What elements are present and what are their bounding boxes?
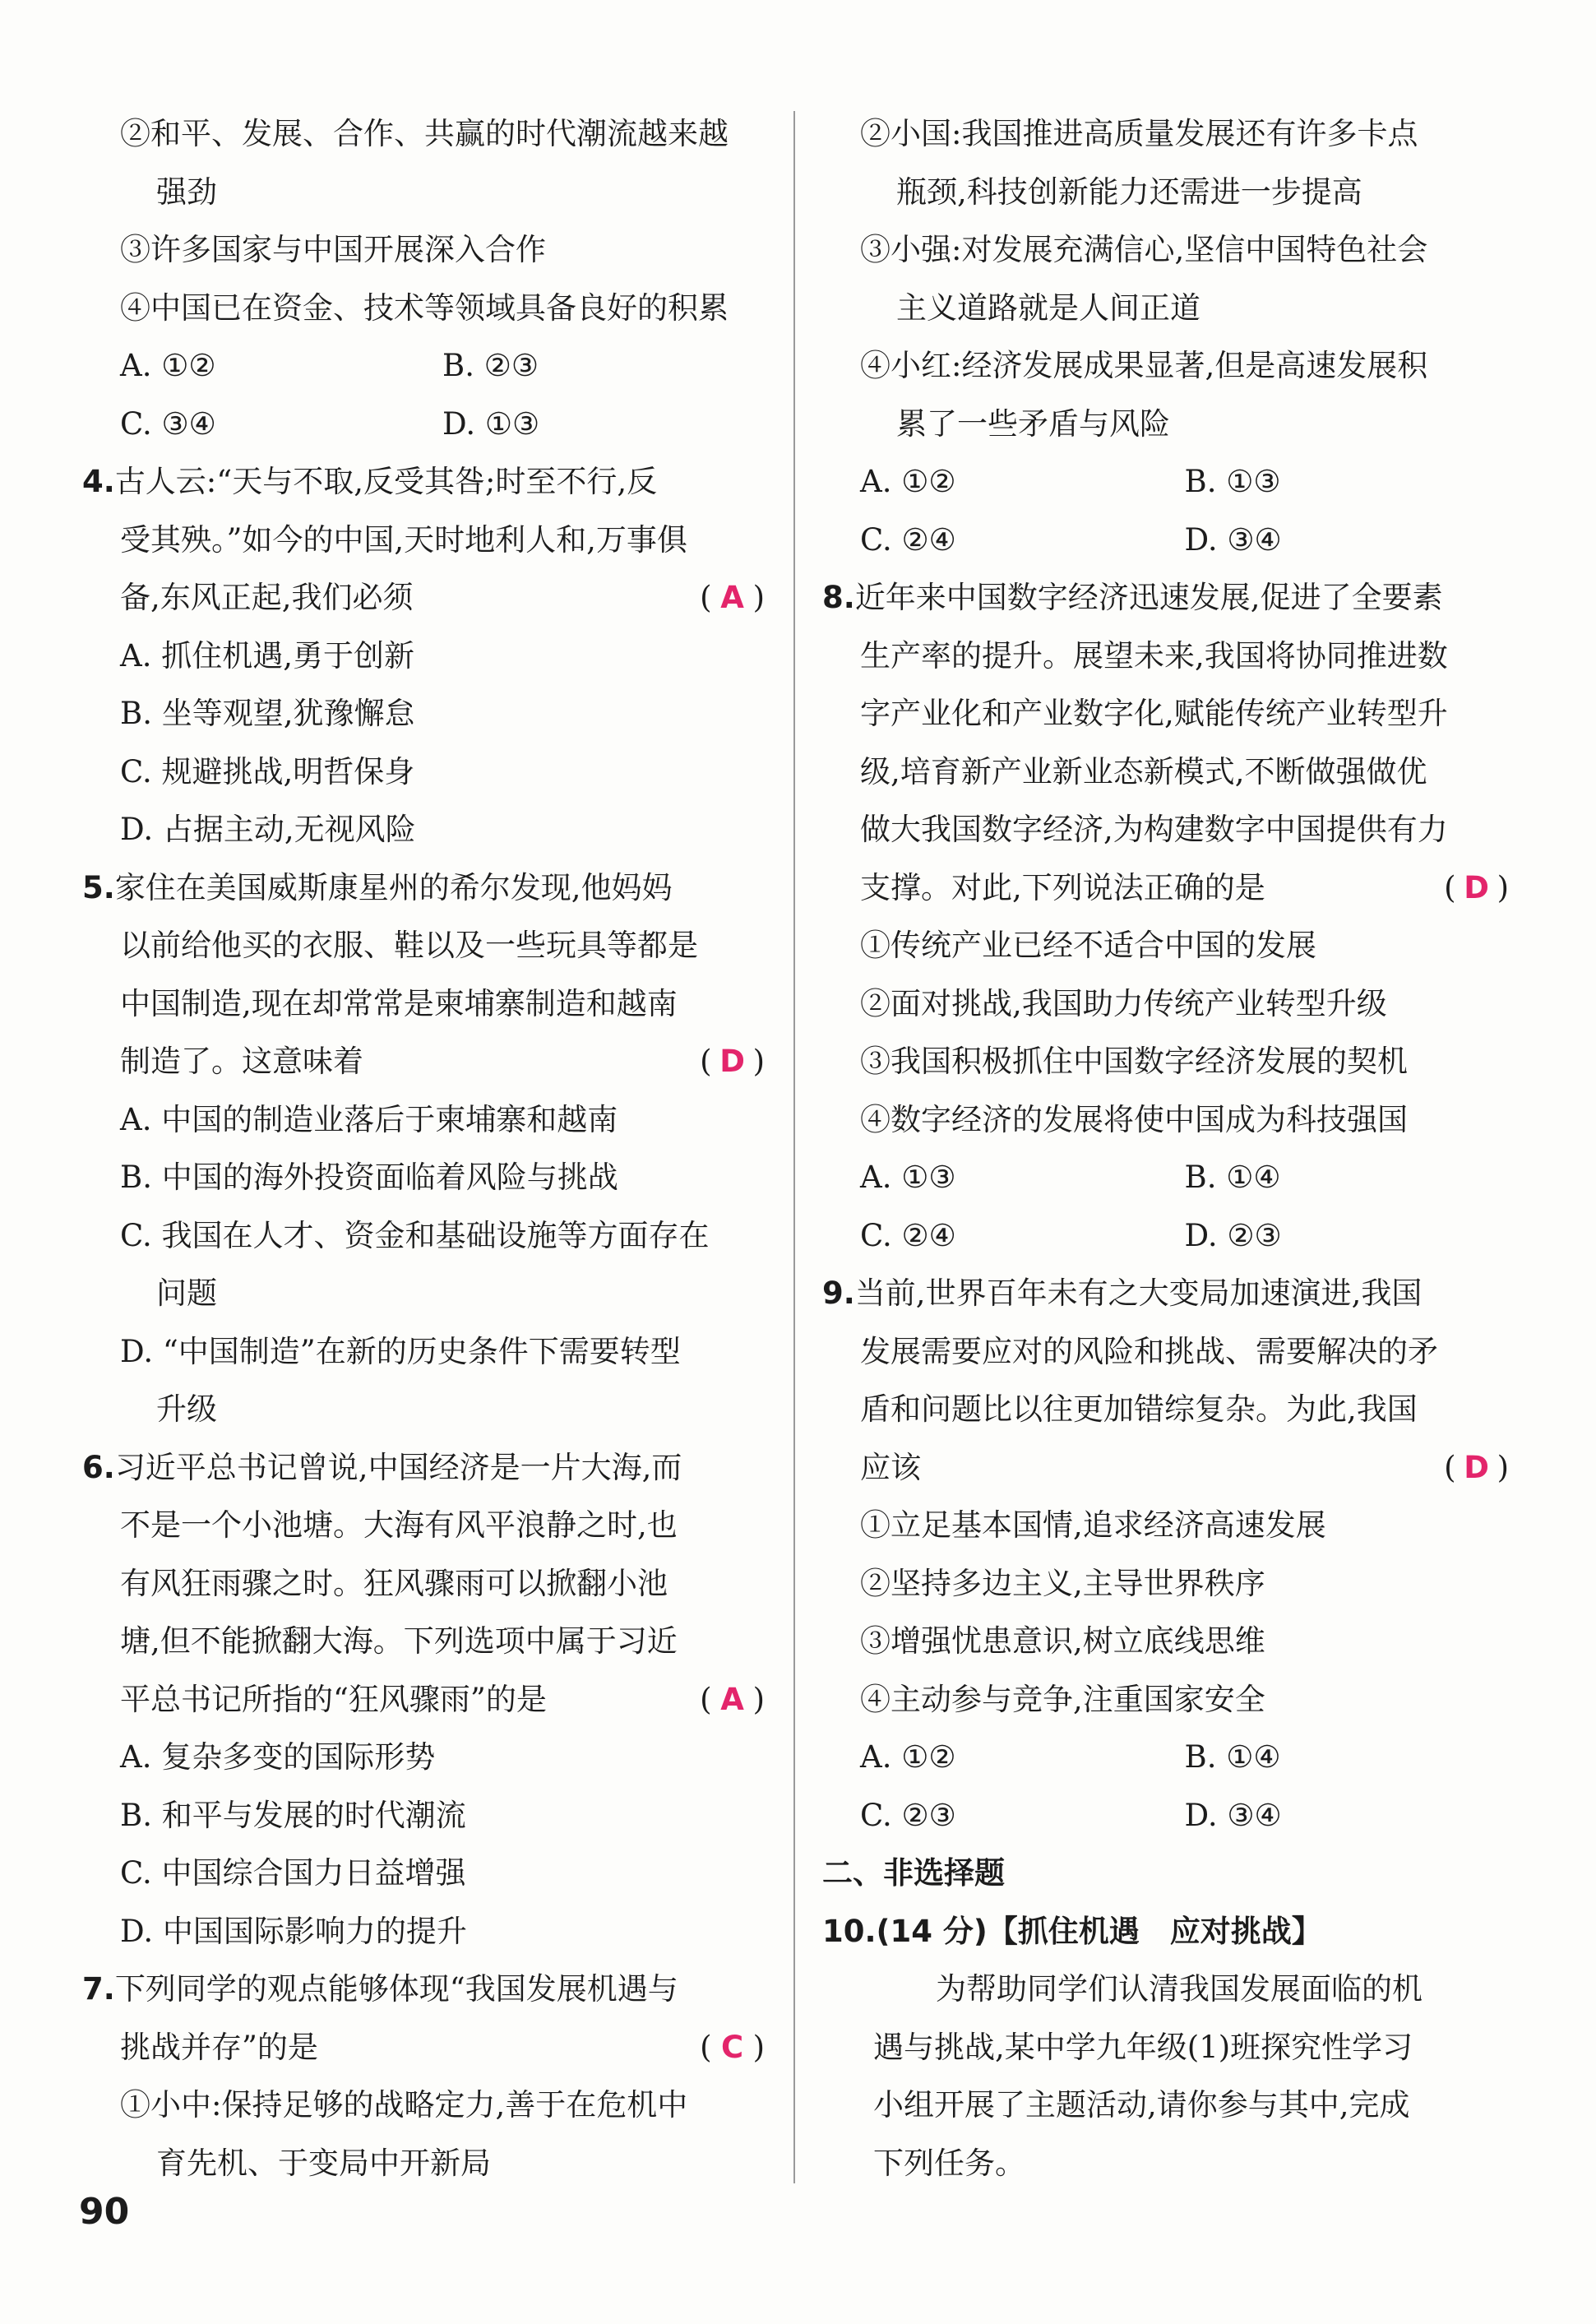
q6-stem-5 [82, 1671, 765, 1729]
q6-answer-bracket: ( A ) [700, 1671, 765, 1729]
q10-text-4: 下列任务。 [873, 2145, 1025, 2181]
q10-text-2: 遇与挑战,某中学九年级(1)班探究性学习 [873, 2029, 1413, 2065]
q5-number: 5. [82, 869, 115, 905]
q6-stem-2: 不是一个小池塘。大海有风平浪静之时,也 [120, 1507, 678, 1543]
right-column [822, 105, 1509, 2192]
q10-heading [822, 1903, 1509, 1961]
q8-statement-2: ②面对挑战,我国助力传统产业转型升级 [860, 985, 1387, 1021]
q9-option-b: B. ①④ [1184, 1739, 1281, 1775]
q4-option-a: A. 抓住机遇,勇于创新 [120, 637, 415, 674]
q5-option-d: D. “中国制造”在新的历史条件下需要转型 [120, 1333, 681, 1369]
q7-statement-3: ③小强:对发展充满信心,坚信中国特色社会 [860, 232, 1428, 267]
q5-text-4: 制造了。这意味着 [120, 1044, 363, 1079]
q6-option-c: C. 中国综合国力日益增强 [120, 1855, 466, 1891]
q5-option-a: A. 中国的制造业落后于柬埔寨和越南 [120, 1101, 618, 1137]
q3-option-c: C. ③④ [120, 405, 216, 442]
q5-stem-2: 以前给他买的衣服、鞋以及一些玩具等都是 [120, 928, 698, 963]
q8-options-row-1 [822, 1149, 1509, 1207]
q7-answer-bracket: ( C ) [700, 2019, 765, 2077]
q10-title: (14 分)【抓住机遇 应对挑战】 [876, 1913, 1322, 1949]
q5-answer: D [719, 1044, 745, 1079]
q8-stem-3: 字产业化和产业数字化,赋能传统产业转型升 [860, 696, 1448, 731]
q5-stem-3: 中国制造,现在却常常是柬埔寨制造和越南 [120, 985, 678, 1021]
q4-option-d: D. 占据主动,无视风险 [120, 812, 416, 847]
q9-answer-bracket: ( D ) [1444, 1439, 1509, 1498]
q8-text-1: 近年来中国数字经济迅速发展,促进了全要素 [854, 580, 1443, 615]
q7-statement-4: ④小红:经济发展成果显著,但是高速发展积 [860, 348, 1428, 383]
q10-number: 10. [822, 1913, 877, 1949]
q5-option-b: B. 中国的海外投资面临着风险与挑战 [120, 1160, 618, 1195]
q8-options-row-2 [822, 1207, 1509, 1266]
q6-text-1: 习近平总书记曾说,中国经济是一片大海,而 [114, 1449, 682, 1485]
q4-option-c: C. 规避挑战,明哲保身 [120, 753, 415, 789]
q7-text-2: 挑战并存”的是 [120, 2029, 318, 2065]
q8-statement-3: ③我国积极抓住中国数字经济发展的契机 [860, 1044, 1408, 1079]
q9-options-row-2 [822, 1787, 1509, 1845]
q8-stem-1 [822, 569, 1509, 627]
q9-text-4: 应该 [860, 1449, 921, 1485]
left-column [82, 105, 765, 2192]
q9-statement-1: ①立足基本国情,追求经济高速发展 [860, 1507, 1326, 1543]
q6-stem-3: 有风狂雨骤之时。狂风骤雨可以掀翻小池 [120, 1565, 668, 1601]
q8-stem-2: 生产率的提升。展望未来,我国将协同推进数 [860, 637, 1448, 674]
q3-statement-2: ②和平、发展、合作、共赢的时代潮流越来越 [120, 116, 729, 151]
q8-statement-4: ④数字经济的发展将使中国成为科技强国 [860, 1101, 1408, 1137]
q6-option-d: D. 中国国际影响力的提升 [120, 1913, 467, 1949]
q3-option-b: B. ②③ [442, 348, 539, 383]
q6-answer: A [720, 1681, 744, 1717]
q5-stem-4 [82, 1033, 765, 1091]
q6-stem-4: 塘,但不能掀翻大海。下列选项中属于习近 [120, 1623, 678, 1659]
q9-answer: D [1464, 1449, 1489, 1485]
q9-statement-3: ③增强忧患意识,树立底线思维 [860, 1623, 1265, 1659]
q3-statement-3: ③许多国家与中国开展深入合作 [120, 232, 546, 267]
q9-stem-2: 发展需要应对的风险和挑战、需要解决的矛 [860, 1333, 1438, 1369]
q9-option-c: C. ②③ [860, 1797, 956, 1833]
q4-answer: A [720, 580, 744, 615]
q7-statement-1-cont: 育先机、于变局中开新局 [156, 2145, 491, 2181]
q8-option-a: A. ①③ [860, 1160, 956, 1195]
q8-stem-4: 级,培育新产业新业态新模式,不断做强做优 [860, 753, 1427, 789]
q4-text-3: 备,东风正起,我们必须 [120, 580, 414, 615]
q9-option-a: A. ①② [860, 1739, 956, 1775]
q8-option-b: B. ①④ [1184, 1160, 1281, 1195]
q4-stem-1 [82, 453, 765, 512]
q7-option-c: C. ②④ [860, 521, 956, 558]
q7-statement-3-cont: 主义道路就是人间正道 [896, 289, 1200, 326]
q7-answer: C [720, 2029, 744, 2065]
q8-stem-6 [822, 859, 1509, 918]
q9-statement-2: ②坚持多边主义,主导世界秩序 [860, 1565, 1265, 1601]
q10-text-3: 小组开展了主题活动,请你参与其中,完成 [873, 2087, 1410, 2123]
q4-number: 4. [82, 464, 115, 499]
q6-stem-1 [82, 1439, 765, 1498]
q6-option-b: B. 和平与发展的时代潮流 [120, 1797, 466, 1833]
q7-stem-1 [82, 1961, 765, 2019]
q7-statement-1: ①小中:保持足够的战略定力,善于在危机中 [120, 2087, 688, 2123]
q5-text-1: 家住在美国威斯康星州的希尔发现,他妈妈 [114, 869, 673, 905]
q5-stem-1 [82, 859, 765, 918]
q9-stem-4 [822, 1439, 1509, 1498]
section-heading: 二、非选择题 [822, 1855, 1005, 1891]
q8-answer-bracket: ( D ) [1444, 859, 1509, 918]
q8-text-6: 支撑。对此,下列说法正确的是 [860, 869, 1265, 905]
q9-option-d: D. ③④ [1184, 1797, 1282, 1833]
q8-option-d: D. ②③ [1184, 1217, 1282, 1253]
q7-option-d: D. ③④ [1184, 521, 1282, 558]
q7-option-b: B. ①③ [1184, 464, 1281, 499]
q7-number: 7. [82, 1971, 115, 2007]
q4-text-1: 古人云:“天与不取,反受其咎;时至不行,反 [114, 464, 658, 499]
q7-statement-2-cont: 瓶颈,科技创新能力还需进一步提高 [896, 174, 1362, 210]
q8-option-c: C. ②④ [860, 1217, 956, 1253]
q3-option-a: A. ①② [120, 348, 216, 383]
q3-options-row-2 [82, 396, 765, 454]
q5-option-d-cont: 升级 [156, 1391, 217, 1427]
q7-options-row-2 [822, 512, 1509, 570]
page-number: 90 [79, 2191, 130, 2233]
q10-text-1: 为帮助同学们认清我国发展面临的机 [936, 1971, 1423, 2007]
q7-statement-4-cont: 累了一些矛盾与风险 [896, 405, 1170, 442]
q4-option-b: B. 坐等观望,犹豫懈怠 [120, 696, 415, 731]
q7-options-row-1 [822, 453, 1509, 512]
q9-statement-4: ④主动参与竞争,注重国家安全 [860, 1681, 1265, 1717]
q8-statement-1: ①传统产业已经不适合中国的发展 [860, 928, 1316, 963]
q9-options-row-1 [822, 1729, 1509, 1787]
q5-option-c: C. 我国在人才、资金和基础设施等方面存在 [120, 1217, 710, 1253]
q4-stem-2: 受其殃。”如今的中国,天时地利人和,万事俱 [120, 521, 687, 558]
q6-number: 6. [82, 1449, 115, 1485]
q3-option-d: D. ①③ [442, 405, 540, 442]
q3-options-row-1 [82, 337, 765, 396]
q7-text-1: 下列同学的观点能够体现“我国发展机遇与 [114, 1971, 678, 2007]
q9-number: 9. [822, 1275, 855, 1311]
q8-answer: D [1464, 869, 1489, 905]
q3-statement-2-cont: 强劲 [156, 174, 217, 210]
column-divider [793, 111, 795, 2183]
q7-stem-2 [82, 2019, 765, 2077]
q3-statement-4: ④中国已在资金、技术等领域具备良好的积累 [120, 289, 729, 326]
q6-text-5: 平总书记所指的“狂风骤雨”的是 [120, 1681, 547, 1717]
q9-text-1: 当前,世界百年未有之大变局加速演进,我国 [854, 1275, 1423, 1311]
q8-stem-5: 做大我国数字经济,为构建数字中国提供有力 [860, 812, 1448, 847]
q9-stem-1 [822, 1265, 1509, 1323]
q5-answer-bracket: ( D ) [700, 1033, 765, 1091]
q7-option-a: A. ①② [860, 464, 956, 499]
q9-stem-3: 盾和问题比以往更加错综复杂。为此,我国 [860, 1391, 1418, 1427]
q6-option-a: A. 复杂多变的国际形势 [120, 1739, 436, 1775]
q8-number: 8. [822, 580, 855, 615]
q4-stem-3 [82, 569, 765, 627]
q4-answer-bracket: ( A ) [700, 569, 765, 627]
q5-option-c-cont: 问题 [156, 1275, 217, 1311]
q7-statement-2: ②小国:我国推进高质量发展还有许多卡点 [860, 116, 1418, 151]
